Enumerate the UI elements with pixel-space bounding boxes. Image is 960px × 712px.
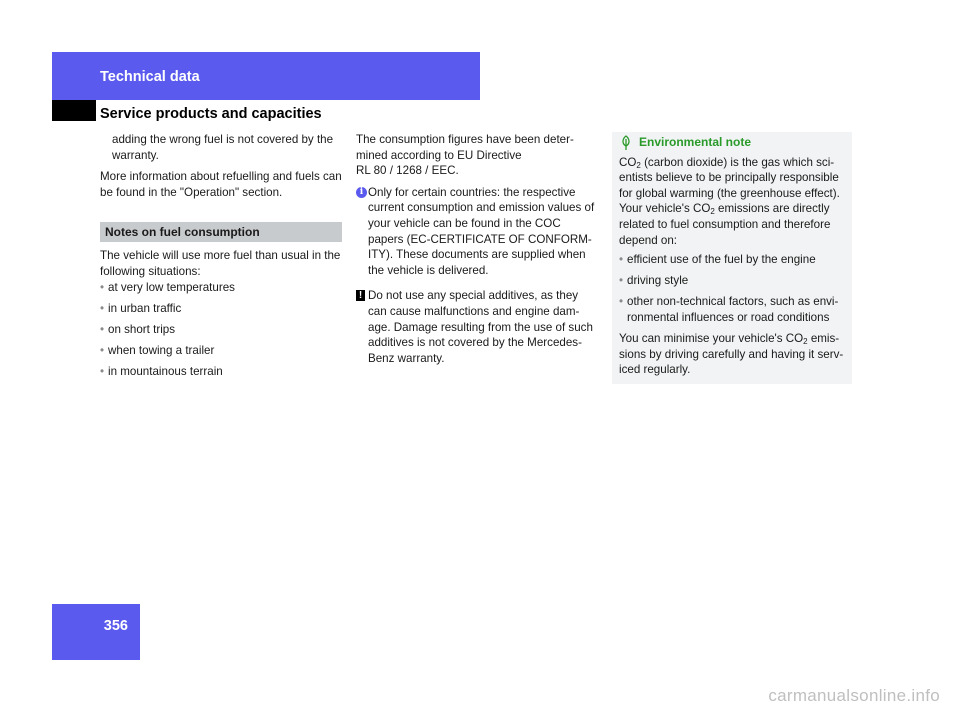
- bullet-icon: •: [619, 253, 624, 267]
- environmental-note-title: Environmental note: [619, 135, 852, 151]
- info-note: i Only for certain countries: the respective current consumption and emission values of your vehicle can be found in the COC papers (EC-CERTIFICATE OF CONFORM-ITY). These documents are supplied when the vehicle is delivered.: [356, 185, 598, 279]
- list-item: • other non-technical factors, such as envi-ronmental influences or road conditions: [619, 295, 839, 324]
- list-item: • efficient use of the fuel by the engine: [619, 253, 816, 267]
- more-info-text: More information about refuelling and fuels can be found in the "Operation" section.: [100, 170, 342, 199]
- bullet-icon: •: [619, 295, 624, 309]
- env-paragraph-2: You can minimise your vehicle's $CO_2$ emis-sions by driving carefully and having it serv-iced regularly.: [619, 332, 844, 377]
- list-item: • driving style: [619, 274, 689, 288]
- column-left: [100, 132, 342, 385]
- fuel-consumption-intro: The vehicle will use more fuel than usual in the following situations:: [100, 249, 341, 278]
- section-title: Technical data: [100, 69, 200, 85]
- info-icon: i: [356, 187, 367, 198]
- bullet-icon: •: [100, 301, 105, 315]
- bullet-icon: •: [100, 322, 105, 336]
- bullet-icon: •: [619, 274, 624, 288]
- fuel-consumption-heading: Notes on fuel consumption: [100, 222, 342, 242]
- warning-note: ! Do not use any special additives, as they can cause malfunctions and engine dam-age. Damage resulting from the use of such additives is not covered by the Mercedes-Benz warranty.: [356, 288, 598, 366]
- env-paragraph-1: $CO_2$ (carbon dioxide) is the gas which sci-entists believe to be principally responsible for global warming (the greenhouse effect). Your vehicle's $CO_2$ emissions are directly related to fuel consumption and therefore depend on:: [619, 155, 840, 247]
- page-number: 356: [103, 618, 128, 634]
- consumption-paragraph: The consumption figures have been deter- mined according to EU Directive RL 80 / 1268 / EEC.: [356, 133, 574, 178]
- list-item: • at very low temperatures: [100, 280, 235, 294]
- header-marker: [52, 100, 96, 121]
- warning-icon: !: [356, 290, 365, 301]
- environmental-note-box: [612, 132, 852, 384]
- list-item: • when towing a trailer: [100, 343, 215, 357]
- list-item: • in urban traffic: [100, 301, 182, 315]
- list-item: • in mountainous terrain: [100, 364, 223, 378]
- bullet-icon: •: [100, 343, 105, 357]
- list-item: • on short trips: [100, 322, 176, 336]
- page-number-box: [52, 604, 140, 660]
- continued-text: adding the wrong fuel is not covered by the warranty.: [112, 133, 334, 162]
- column-middle: [356, 132, 598, 366]
- watermark: carmanualsonline.info: [768, 686, 940, 705]
- subsection-title: Service products and capacities: [100, 106, 322, 122]
- leaf-icon: [621, 135, 631, 151]
- bullet-icon: •: [100, 280, 105, 294]
- bullet-icon: •: [100, 364, 105, 378]
